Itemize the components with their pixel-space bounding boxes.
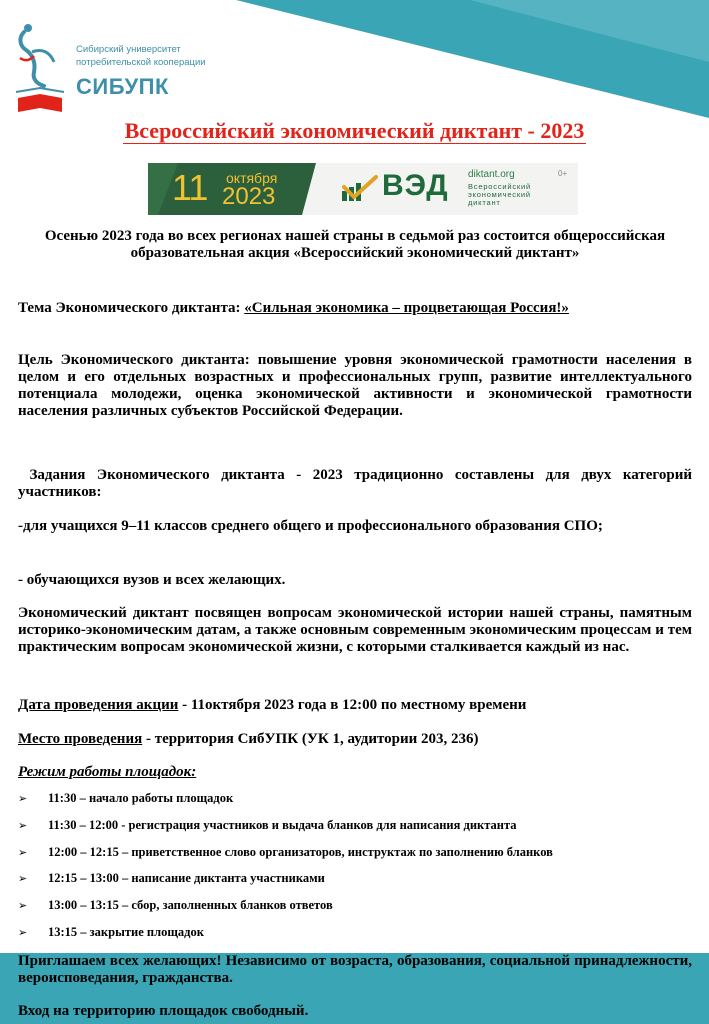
theme-paragraph xyxy=(18,300,692,317)
place-value: - территория СибУПК (УК 1, аудитории 203, 236) xyxy=(142,731,479,747)
tasks-paragraph: Задания Экономического диктанта - 2023 традиционно составлены для двух категорий участников: xyxy=(18,467,696,500)
list-item: ➢ 13:15 – закрытие площадок xyxy=(18,924,204,939)
ved-wordmark: ВЭД xyxy=(382,169,449,202)
dictation-banner xyxy=(148,163,578,215)
theme-value: «Сильная экономика – процветающая Россия!» xyxy=(244,300,569,316)
list-item: ➢ 12:00 – 12:15 – приветственное слово организаторов, инструктаж по заполнению бланков xyxy=(18,844,553,859)
list-item: ➢ 11:30 – 12:00 - регистрация участников и выдача бланков для написания диктанта xyxy=(18,817,517,832)
date-value: - 11октября 2023 года в 12:00 по местному времени xyxy=(178,697,527,713)
arrow-bullet-icon: ➢ xyxy=(18,818,28,832)
university-logo xyxy=(14,22,234,122)
ved-subtitle: Всероссийский экономический диктант xyxy=(468,182,531,207)
about-paragraph: Экономический диктант посвящен вопросам экономической истории нашей страны, памятным историко-экономическим датам, а также основным современным экономическим процессам и тем практическим вопросам экономической жизни, с которыми сталкивается каждый из нас. xyxy=(18,605,692,655)
ved-site: diktant.org xyxy=(468,169,515,180)
goal-paragraph: Цель Экономического диктанта: повышение уровня экономической грамотности населения в целом и его отдельных возрастных и профессиональных групп, развитие интеллектуального потенциала молодежи, оценка экономической активности и экономической грамотности населения различных субъектов Российской Федерации. xyxy=(18,352,692,419)
invite-text: Приглашаем всех желающих! Независимо от возраста, образования, социальной принадлежности, вероисповедания, гражданства. xyxy=(18,953,692,986)
banner-year: 2023 xyxy=(222,183,276,210)
schedule-list xyxy=(18,790,698,951)
place-label: Место проведения xyxy=(18,731,143,747)
date-line xyxy=(18,697,692,714)
mercury-book-icon xyxy=(14,22,70,114)
theme-label: Тема Экономического диктанта: xyxy=(18,300,241,316)
place-line xyxy=(18,731,692,748)
entry-text: Вход на территорию площадок свободный. xyxy=(18,1003,309,1019)
arrow-bullet-icon: ➢ xyxy=(18,925,28,939)
bottom-band xyxy=(0,953,709,1024)
arrow-bullet-icon: ➢ xyxy=(18,872,28,886)
page-title: Всероссийский экономический диктант - 2023 xyxy=(124,118,585,143)
list-item: ➢ 11:30 – начало работы площадок xyxy=(18,791,234,805)
logo-text-line2: потребительской кооперации xyxy=(76,57,206,68)
banner-day: 11 xyxy=(172,167,208,208)
schedule-title: Режим работы площадок: xyxy=(18,764,197,780)
arrow-bullet-icon: ➢ xyxy=(18,845,28,859)
logo-text-line1: Сибирский университет xyxy=(76,44,181,55)
category-school: -для учащихся 9–11 классов среднего общего и профессионального образования СПО; xyxy=(18,518,603,534)
banner-month: октября xyxy=(226,170,278,186)
age-rating: 0+ xyxy=(558,169,568,178)
ved-checkmark-icon xyxy=(340,175,380,203)
ved-logo-block xyxy=(326,163,578,215)
category-university: - обучающихся вузов и всех желающих. xyxy=(18,572,286,588)
list-item: ➢ 13:00 – 13:15 – сбор, заполненных бланков ответов xyxy=(18,898,333,913)
intro-paragraph: Осенью 2023 года во всех регионах нашей страны в седьмой раз состоится общероссийская образовательная акция «Всероссийский экономический диктант» xyxy=(44,228,666,261)
banner-date-block xyxy=(148,163,340,215)
date-label: Дата проведения акции xyxy=(18,697,179,713)
logo-name: СИБУПК xyxy=(76,74,169,99)
arrow-bullet-icon: ➢ xyxy=(18,899,28,913)
list-item: ➢ 12:15 – 13:00 – написание диктанта участниками xyxy=(18,871,325,886)
arrow-bullet-icon: ➢ xyxy=(18,792,28,805)
